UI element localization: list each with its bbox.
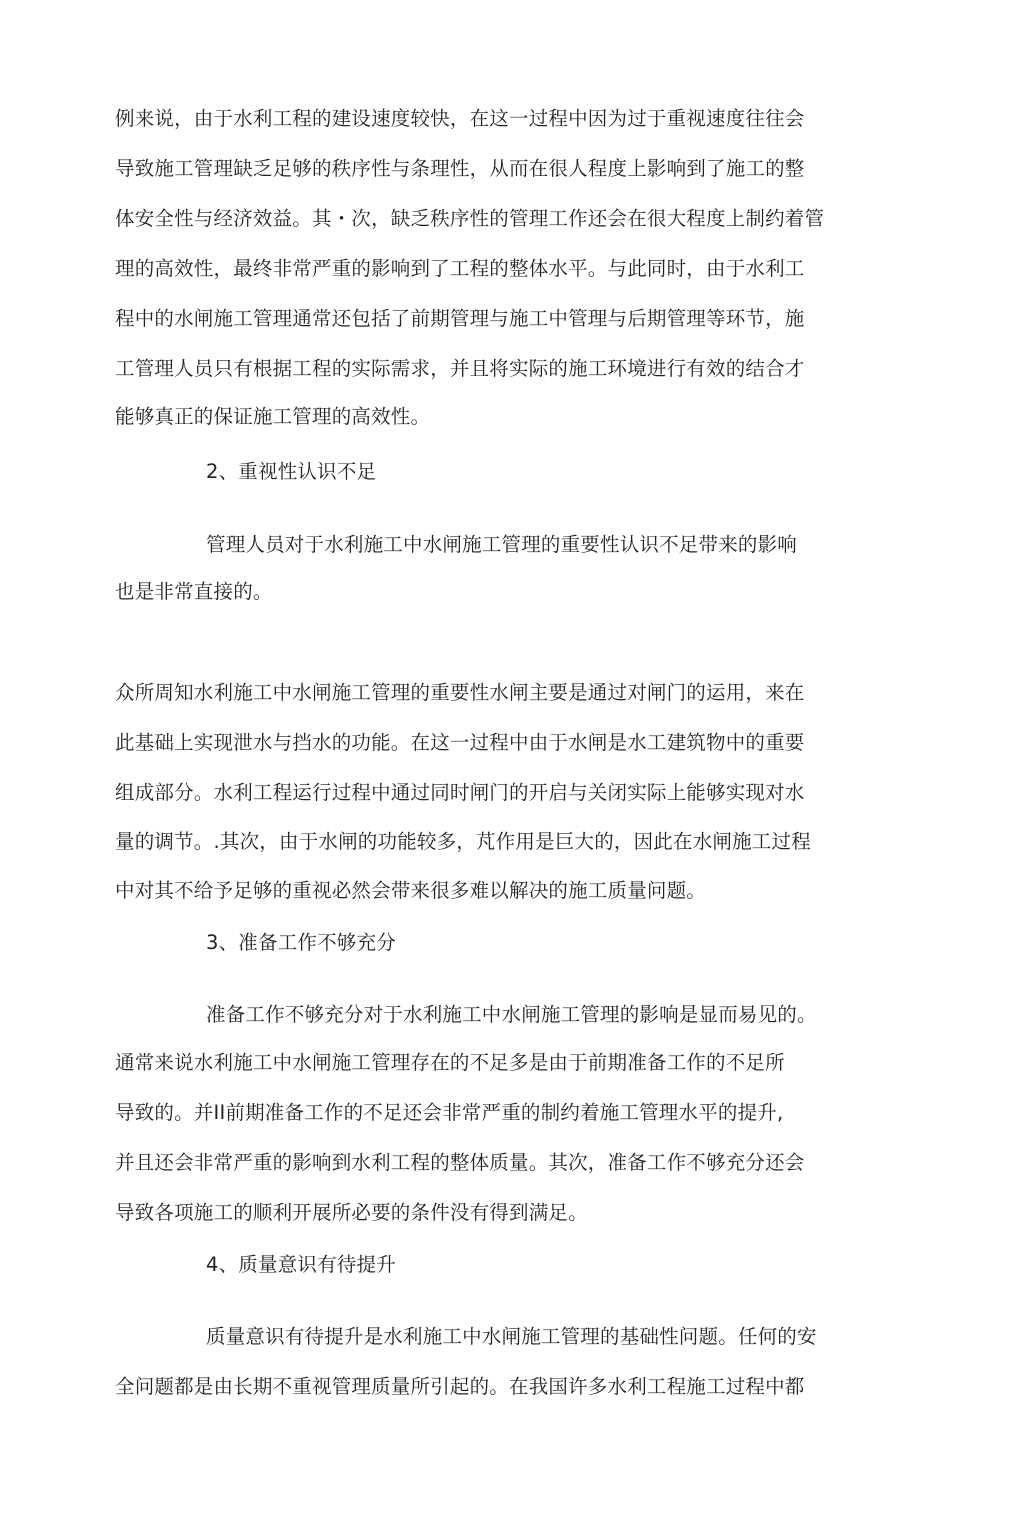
body-text-line: 质量意识有待提升是水利施工中水闸施工管理的基础性问题。任何的安 bbox=[206, 1325, 817, 1348]
body-text-line: 中对其不给予足够的重视必然会带来很多难以解决的施工质量问题。 bbox=[115, 879, 707, 902]
body-text-line: 导致施工管理缺乏足够的秩序性与条理性，从而在很人程度上影响到了施工的整 bbox=[115, 157, 805, 180]
section-heading: 3、准备工作不够充分 bbox=[206, 931, 396, 954]
body-text-line: 能够真正的保证施工管理的高效性。 bbox=[115, 405, 431, 428]
body-text-line: 组成部分。水利工程运行过程中通过同时闸门的开启与关闭实际上能够实现对水 bbox=[115, 781, 805, 804]
body-text-line: 通常来说水利施工中水闸施工管理存在的不足多是由于前期准备工作的不足所 bbox=[115, 1051, 785, 1074]
body-text-line: 理的高效性，最终非常严重的影响到了工程的整体水平。与此同时，由于水利工 bbox=[115, 257, 805, 280]
body-text-line: 此基础上实现泄水与挡水的功能。在这一过程中由于水闸是水工建筑物中的重要 bbox=[115, 731, 805, 754]
body-text-line: 工管理人员只有根据工程的实际需求，并且将实际的施工环境进行有效的结合才 bbox=[115, 357, 805, 380]
section-heading: 2、重视性认识不足 bbox=[206, 460, 377, 483]
body-text-line: 体安全性与经济效益。其・次，缺乏秩序性的管理工作还会在很大程度上制约着管 bbox=[115, 207, 825, 230]
section-heading: 4、质量意识有待提升 bbox=[206, 1253, 396, 1276]
body-text-line: 例来说，由于水利工程的建设速度较快，在这一过程中因为过于重视速度往往会 bbox=[115, 107, 805, 130]
body-text-line: 准备工作不够充分对于水利施工中水闸施工管理的影响是显而易见的。 bbox=[206, 1003, 817, 1026]
body-text-line: 全问题都是由长期不重视管理质量所引起的。在我国许多水利工程施工过程中都 bbox=[115, 1375, 805, 1398]
body-text-line: 量的调节。.其次，由于水闸的功能较多，芃作用是巨大的，因此在水闸施工过程 bbox=[115, 830, 811, 853]
body-text-line: 管理人员对于水利施工中水闸施工管理的重要性认识不足带来的影响 bbox=[206, 533, 798, 556]
body-text-line: 也是非常直接的。 bbox=[115, 580, 273, 603]
body-text-line: 程中的水闸施工管理通常还包括了前期管理与施工中管理与后期管理等环节，施 bbox=[115, 307, 805, 330]
body-text-line: 导致的。并II前期准备工作的不足还会非常严重的制约着施工管理水平的提升, bbox=[115, 1101, 784, 1124]
body-text-line: 并且还会非常严重的影响到水利工程的整体质量。其次，准备工作不够充分还会 bbox=[115, 1151, 805, 1174]
body-text-line: 众所周知水利施工中水闸施工管理的重要性水闸主要是通过对闸门的运用，来在 bbox=[115, 681, 805, 704]
body-text-line: 导致各项施工的顺利开展所必要的条件没有得到满足。 bbox=[115, 1201, 588, 1224]
